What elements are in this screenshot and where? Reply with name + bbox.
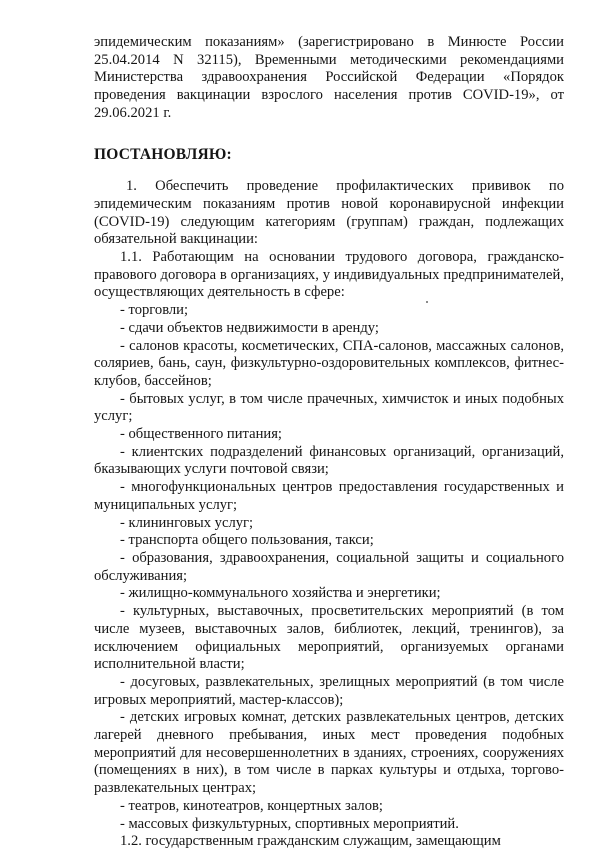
list-item: - транспорта общего пользования, такси; — [120, 532, 374, 549]
list-item: - бытовых услуг, в том числе прачечных, химчисток и иных подобных услуг; — [94, 390, 564, 425]
list-item: - театров, кинотеатров, концертных залов; — [120, 797, 383, 814]
list-item: - общественного питания; — [120, 426, 282, 443]
list-item: - клиентских подразделений финансовых организаций, организаций, бказывающих услуги почтовой связи; — [94, 443, 564, 478]
decree-heading: ПОСТАНОВЛЯЮ: — [94, 145, 232, 163]
list-item: - многофункциональных центров предоставления государственных и муниципальных услуг; — [94, 479, 564, 513]
list-item: - массовых физкультурных, спортивных мероприятий. — [120, 815, 459, 832]
list-item: - детских игровых комнат, детских развлекательных центров, детских лагерей дневного пребывания, иных мест проведения подобных мероприятий для несовершеннолетних в зданиях, строениях, сооружениях (помещениях в них), в том числе в парках культуры и отдыха, торгово-развлекательных центрах; — [94, 709, 564, 797]
list-item: - образования, здравоохранения, социальной защиты и социального обслуживания; — [94, 549, 564, 584]
list-item: - салонов красоты, косметических, СПА-салонов, массажных салонов, соляриев, бань, саун, физкультурно-оздоровительных комплексов, фитнес-клубов, бассейнов; — [94, 337, 564, 389]
list-item: - культурных, выставочных, просветительских мероприятий (в том числе музеев, выставочных залов, библиотек, лекций, тренингов), за исключением официальных мероприятий, организуемых органами исполнительной власти; — [94, 603, 564, 673]
list-item: - жилищно-коммунального хозяйства и энергетики; — [120, 585, 441, 602]
list-item: - клининговых услуг; — [120, 514, 254, 531]
list-item: - сдачи объектов недвижимости в аренду; — [120, 319, 379, 336]
point-1-2: 1.2. государственным гражданским служащим, замещающим — [120, 833, 501, 850]
intro-paragraph: эпидемическим показаниям» (зарегистрировано в Минюсте России 25.04.2014 N 32115), Временными методическими рекомендациями Министерства здравоохранения Российской Федерации «Порядок проведения вакцинации взрослого населения против COVID-19», от 29.06.2021 г. — [94, 34, 564, 121]
point-1-1: 1.1. Работающим на основании трудового договора, гражданско-правового договора в организациях, у индивидуальных предпринимателей, осуществляющих деятельность в сфере: — [94, 249, 564, 301]
point-1: 1. Обеспечить проведение профилактических прививок по эпидемическим показаниям против новой коронавирусной инфекции (COVID-19) следующим категориям (группам) граждан, подлежащих обязательной вакцинации: — [94, 178, 564, 248]
scan-speck — [426, 301, 428, 303]
list-item: - досуговых, развлекательных, зрелищных мероприятий (в том числе игровых мероприятий, мастер-классов); — [94, 673, 564, 708]
list-item: - торговли; — [120, 302, 189, 319]
